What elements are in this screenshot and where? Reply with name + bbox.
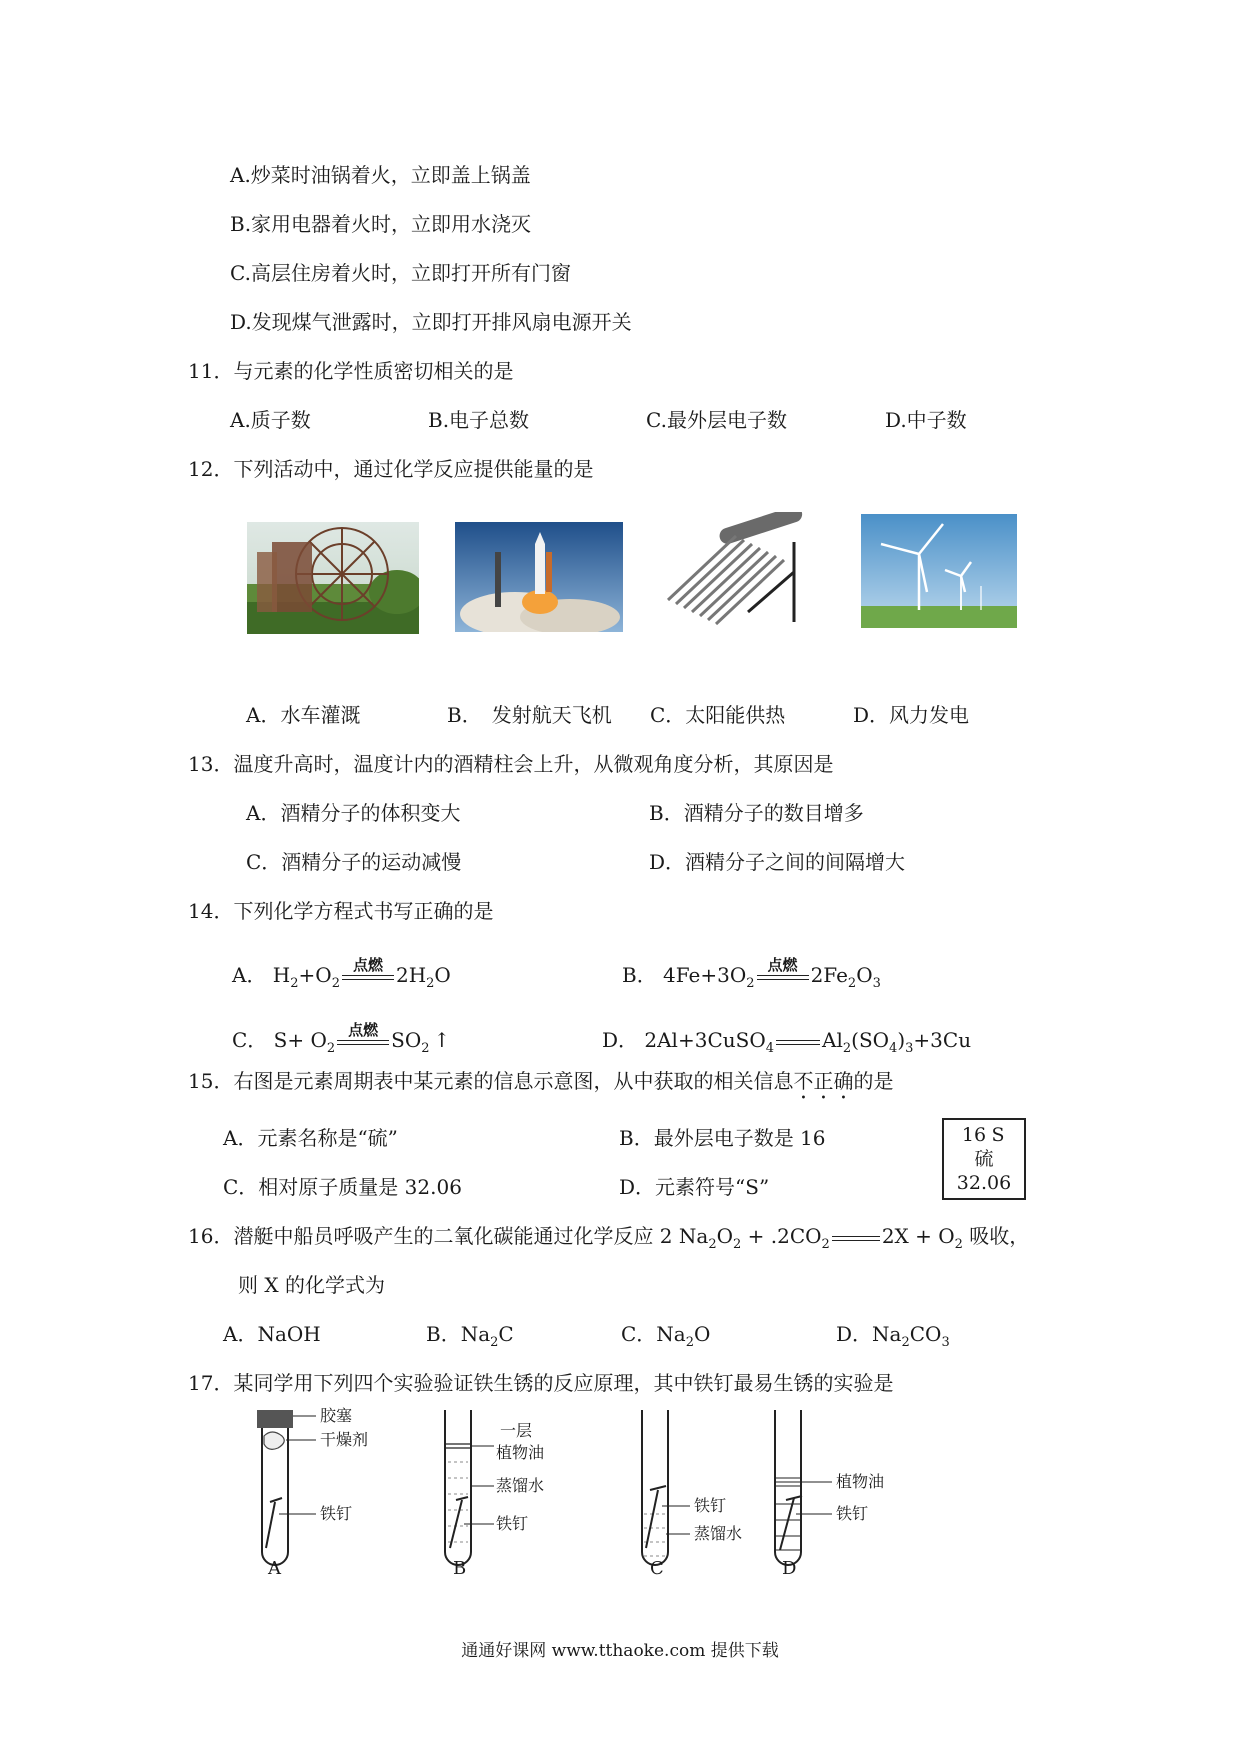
q15-option-d: D．元素符号“S” [619, 1175, 770, 1199]
q12-option-b: B． 发射航天飞机 [447, 703, 612, 727]
tube-label-c: C [650, 1558, 664, 1579]
q15-option-a: A．元素名称是“硫” [223, 1126, 398, 1150]
q10-option-b: B.家用电器着火时，立即用水浇灭 [230, 212, 532, 236]
q12-option-a: A．水车灌溉 [246, 703, 361, 727]
q14-stem: 14．下列化学方程式书写正确的是 [188, 899, 494, 923]
q13-stem: 13．温度升高时，温度计内的酒精柱会上升，从微观角度分析，其原因是 [188, 752, 834, 776]
svg-text:铁钉: 铁钉 [694, 1496, 727, 1515]
element-symbol: S [991, 1124, 1005, 1146]
tube-label-a: A [268, 1558, 281, 1579]
q16-option-c: C．$Na_2O$ [621, 1322, 711, 1350]
reaction-arrow [830, 1224, 882, 1248]
q15-option-c: C．相对原子质量是 32.06 [223, 1175, 462, 1199]
page-footer: 通通好课网 www.tthaoke.com 提供下载 [461, 1641, 779, 1661]
wind-turbines-image [861, 514, 1017, 628]
nail-icon [266, 1502, 275, 1548]
q11-option-b: B.电子总数 [428, 408, 530, 432]
q10-option-d: D.发现煤气泄露时，立即打开排风扇电源开关 [230, 310, 632, 334]
q13-option-b: B．酒精分子的数目增多 [649, 801, 864, 825]
emphasis-not-correct: 不正确 [793, 1069, 854, 1093]
q16-stem: 16．潜艇中船员呼吸产生的二氧化碳能通过化学反应 2 $Na_2O_2 + .2CO_2$ $2X + O_2$ 吸收， [188, 1224, 1030, 1252]
tube-label-d: D [782, 1558, 797, 1579]
q10-option-c: C.高层住房着火时，立即打开所有门窗 [230, 261, 571, 285]
q11-option-a: A.质子数 [230, 408, 311, 432]
svg-text:一层: 一层 [500, 1421, 533, 1440]
q16-line2: 则 X 的化学式为 [238, 1273, 385, 1297]
q16-option-d: D．$Na_2CO_3$ [836, 1322, 950, 1350]
q15-option-b: B．最外层电子数是 16 [619, 1126, 826, 1150]
element-number: 16 [961, 1124, 987, 1146]
test-tube-a [257, 1406, 368, 1579]
q14-option-a: A． $H_2+O_2$ 点燃 $2H_2O$ [232, 956, 451, 991]
q13-option-a: A．酒精分子的体积变大 [246, 801, 461, 825]
q14-option-b: B． $4Fe+3O_2$ 点燃 $2Fe_2O_3$ [622, 956, 881, 991]
q12-stem: 12．下列活动中，通过化学反应提供能量的是 [188, 457, 594, 481]
reaction-arrow: 点燃 [335, 1028, 391, 1052]
element-info-box [942, 1118, 1026, 1200]
q11-option-c: C.最外层电子数 [646, 408, 787, 432]
water-wheel-image [247, 522, 419, 634]
q13-option-c: C．酒精分子的运动减慢 [246, 850, 462, 874]
rubber-stopper-icon [257, 1410, 293, 1428]
q14-option-d: D． 2Al+3CuSO$_4$ $Al_2(SO_4)_3+3Cu$ [602, 1028, 972, 1056]
q16-option-b: B．$Na_2C$ [426, 1322, 514, 1350]
label-stopper: 胶塞 [320, 1406, 353, 1425]
label-desiccant: 干燥剂 [320, 1430, 369, 1449]
element-name: 硫 [974, 1148, 994, 1170]
svg-text:蒸馏水: 蒸馏水 [496, 1476, 545, 1495]
svg-text:铁钉: 铁钉 [496, 1514, 529, 1533]
reaction-arrow: 点燃 [340, 963, 396, 987]
svg-text:植物油: 植物油 [836, 1472, 885, 1491]
q17-stem: 17．某同学用下列四个实验验证铁生锈的反应原理，其中铁钉最易生锈的实验是 [188, 1371, 894, 1395]
q11-option-d: D.中子数 [885, 408, 967, 432]
test-tube-b [445, 1410, 544, 1579]
q12-option-c: C．太阳能供热 [650, 703, 786, 727]
test-tube-d [775, 1410, 884, 1579]
solar-heater-image [658, 512, 810, 630]
element-mass: 32.06 [956, 1172, 1012, 1194]
tube-label-b: B [453, 1558, 467, 1579]
q10-option-a: A.炒菜时油锅着火，立即盖上锅盖 [230, 163, 531, 187]
q13-option-d: D．酒精分子之间的间隔增大 [649, 850, 906, 874]
q16-option-a: A．NaOH [223, 1322, 321, 1346]
reaction-arrow: 点燃 [755, 963, 811, 987]
q12-option-d: D．风力发电 [853, 703, 970, 727]
test-tube-c [642, 1410, 742, 1579]
svg-text:植物油: 植物油 [496, 1443, 545, 1462]
shuttle-launch-image [455, 522, 623, 632]
q11-stem: 11．与元素的化学性质密切相关的是 [188, 359, 514, 383]
svg-text:蒸馏水: 蒸馏水 [694, 1524, 743, 1543]
label-nail-a: 铁钉 [320, 1504, 353, 1523]
desiccant-icon [264, 1432, 284, 1449]
rust-experiment-diagram [230, 1402, 1030, 1582]
reaction-arrow [774, 1028, 822, 1052]
svg-text:铁钉: 铁钉 [836, 1504, 869, 1523]
q14-option-c: C． $S+ O_2$ 点燃 $SO_2$ ↑ [232, 1021, 451, 1056]
q15-stem: 15．右图是元素周期表中某元素的信息示意图，从中获取的相关信息不正确的是 [188, 1069, 894, 1093]
